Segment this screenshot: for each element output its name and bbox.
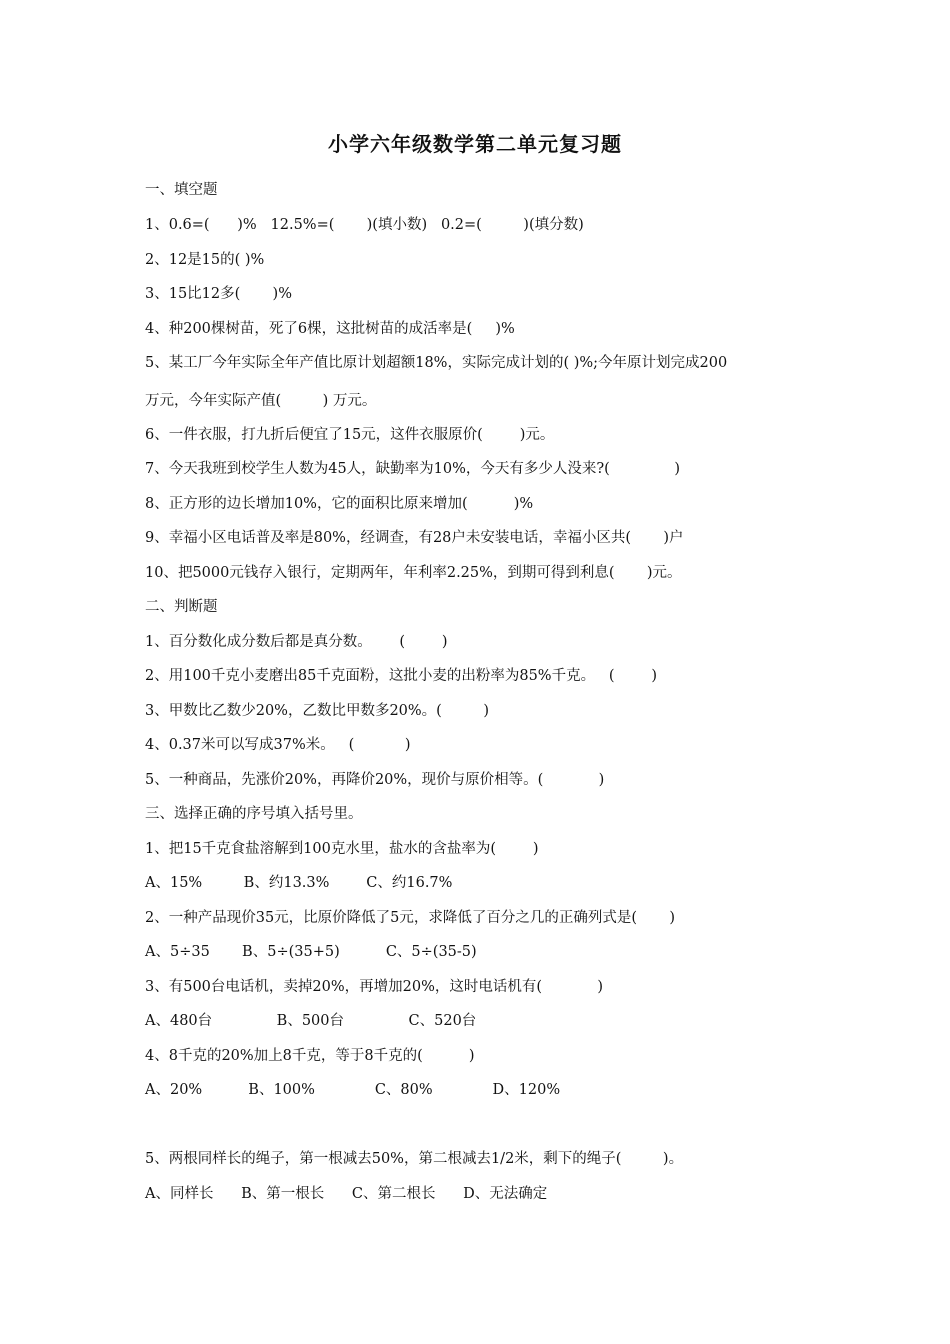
question-line: 2、一种产品现价35元，比原价降低了5元，求降低了百分之几的正确列式是( ) [145,910,675,926]
question-line: 7、今天我班到校学生人数为45人，缺勤率为10%，今天有多少人没来?( ) [145,461,681,477]
question-line: 2、12是15的( )% [145,252,265,268]
answer-options-line: A、5÷35 B、5÷(35+5) C、5÷(35-5) [145,944,477,960]
section-heading-true-false: 二、判断题 [145,599,218,615]
question-line: 10、把5000元钱存入银行，定期两年，年利率2.25%，到期可得到利息( )元。 [145,565,682,581]
question-line: 6、一件衣服，打九折后便宜了15元，这件衣服原价( )元。 [145,427,555,443]
question-line: 9、幸福小区电话普及率是80%，经调查，有28户未安装电话，幸福小区共( )户 [145,530,684,546]
question-line: 8、正方形的边长增加10%，它的面积比原来增加( )% [145,496,534,512]
question-line: 万元，今年实际产值( ) 万元。 [145,393,377,409]
page-title: 小学六年级数学第二单元复习题 [328,132,622,156]
answer-options-line: A、同样长 B、第一根长 C、第二根长 D、无法确定 [145,1186,548,1202]
question-line: 1、0.6=( )% 12.5%=( )(填小数) 0.2=( )(填分数) [145,217,584,233]
question-line: 5、两根同样长的绳子，第一根减去50%，第二根减去1/2米，剩下的绳子( )。 [145,1151,684,1167]
question-line: 3、甲数比乙数少20%，乙数比甲数多20%。( ) [145,703,489,719]
question-line: 2、用100千克小麦磨出85千克面粉，这批小麦的出粉率为85%千克。 ( ) [145,668,658,684]
question-line: 3、有500台电话机，卖掉20%，再增加20%，这时电话机有( ) [145,979,603,995]
question-line: 1、百分数化成分数后都是真分数。 ( ) [145,634,448,650]
answer-options-line: A、480台 B、500台 C、520台 [145,1013,477,1029]
section-heading-multiple-choice: 三、选择正确的序号填入括号里。 [145,806,363,822]
section-heading-fill-blank: 一、填空题 [145,182,218,198]
answer-options-line: A、20% B、100% C、80% D、120% [145,1082,561,1098]
question-line: 3、15比12多( )% [145,286,292,302]
question-line: 4、8千克的20%加上8千克，等于8千克的( ) [145,1048,475,1064]
question-line: 5、一种商品，先涨价20%，再降价20%，现价与原价相等。( ) [145,772,605,788]
answer-options-line: A、15% B、约13.3% C、约16.7% [145,875,453,891]
question-line: 1、把15千克食盐溶解到100克水里，盐水的含盐率为( ) [145,841,539,857]
question-line: 4、种200棵树苗，死了6棵，这批树苗的成活率是( )% [145,321,515,337]
question-line: 4、0.37米可以写成37%米。 ( ) [145,737,411,753]
question-line: 5、某工厂今年实际全年产值比原计划超额18%，实际完成计划的( )%;今年原计划完成200 [145,355,728,371]
